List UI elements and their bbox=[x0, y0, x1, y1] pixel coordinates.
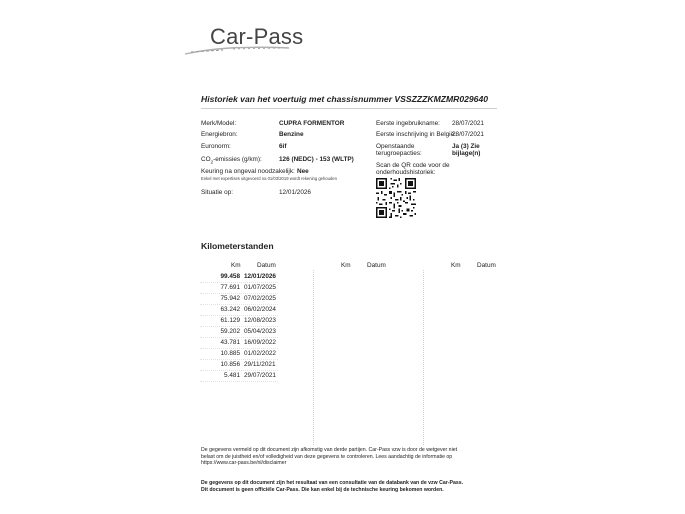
energiebron-label: Energiebron: bbox=[201, 131, 238, 138]
keuring-label: Keuring na ongeval noodzakelijk: bbox=[201, 168, 295, 175]
datum-col-header-2: Datum bbox=[367, 262, 386, 269]
km-value: 59.202 bbox=[220, 328, 240, 335]
disclaimer-line-2: belast om de juistheid en/of volledigheid van deze gegevens te controleren. Lees aandachtig de informatie op bbox=[201, 453, 453, 460]
km-col-header-1: Km bbox=[231, 262, 241, 269]
merk-model-label: Merk/Model: bbox=[201, 120, 237, 127]
column-divider bbox=[423, 270, 424, 445]
km-value: 10.856 bbox=[220, 361, 240, 368]
km-value: 63.242 bbox=[220, 306, 240, 313]
co2-label-prefix: CO bbox=[201, 156, 211, 163]
terugroep-label-line1: Openstaande bbox=[376, 143, 415, 150]
situatie-label: Situatie op: bbox=[201, 189, 233, 196]
row-separator bbox=[200, 337, 278, 338]
document-title: Historiek van het voertuig met chassisnummer VSSZZZKMZMR029640 bbox=[201, 94, 489, 104]
official-notice-line-1: De gegevens op dit document zijn het resultaat van een consultatie van de databank van de vzw Car-Pass. bbox=[201, 480, 464, 486]
situatie-value: 12/01/2026 bbox=[279, 189, 311, 196]
km-value: 43.781 bbox=[220, 339, 240, 346]
terugroep-label-line2: terugroepacties: bbox=[376, 150, 422, 157]
official-notice-block bbox=[201, 480, 501, 493]
kilometerstanden-title: Kilometerstanden bbox=[201, 241, 274, 251]
datum-value: 07/02/2025 bbox=[244, 295, 276, 302]
merk-model-value: CUPRA FORMENTOR bbox=[279, 120, 345, 127]
official-notice-line-2: Dit document is geen officiële Car-Pass. Die kan enkel bij de technische keuring bekomen worden. bbox=[201, 486, 444, 493]
column-divider bbox=[313, 270, 314, 445]
disclaimer-line-1: De gegevens vermeld op dit document zijn afkomstig van derde partijen. Car-Pass vzw is door de wetgever niet bbox=[201, 447, 458, 453]
logo-swoosh-icon bbox=[183, 40, 293, 56]
co2-label-suffix: -emissies (g/km): bbox=[213, 156, 262, 163]
km-value: 5.481 bbox=[224, 372, 240, 379]
datum-value: 01/02/2022 bbox=[244, 350, 276, 357]
row-separator bbox=[200, 370, 278, 371]
datum-value: 29/07/2021 bbox=[244, 372, 276, 379]
qr-label-line1: Scan de QR code voor de bbox=[376, 162, 450, 169]
datum-value: 12/08/2023 bbox=[244, 317, 276, 324]
datum-value: 01/07/2025 bbox=[244, 284, 276, 291]
row-separator bbox=[200, 348, 278, 349]
km-value: 99.458 bbox=[220, 273, 240, 280]
km-value: 61.129 bbox=[220, 317, 240, 324]
co2-label bbox=[201, 156, 262, 164]
km-value: 77.691 bbox=[220, 284, 240, 291]
co2-label-subscript: 2 bbox=[210, 159, 214, 165]
datum-value: 29/11/2021 bbox=[244, 361, 276, 368]
row-separator bbox=[200, 381, 278, 382]
keuring-value: Nee bbox=[297, 168, 309, 175]
datum-col-header-3: Datum bbox=[477, 262, 496, 269]
car-pass-logo: Car-Pass bbox=[210, 24, 304, 49]
km-col-header-3: Km bbox=[451, 262, 461, 269]
datum-value: 05/04/2023 bbox=[244, 328, 276, 335]
row-separator bbox=[200, 326, 278, 327]
disclaimer-block bbox=[201, 447, 501, 467]
eerste-inschrijving-value: 28/07/2021 bbox=[452, 131, 484, 138]
co2-value: 126 (NEDC) - 153 (WLTP) bbox=[279, 156, 354, 163]
eerste-ingebruikname-value: 28/07/2021 bbox=[452, 120, 484, 127]
km-value: 10.885 bbox=[220, 350, 240, 357]
keuring-note: Enkel met expertises uitgevoerd na 01/03/2019 wordt rekening gehouden bbox=[201, 176, 337, 181]
eerste-ingebruikname-label: Eerste ingebruikname: bbox=[376, 120, 440, 127]
datum-value: 16/09/2022 bbox=[244, 339, 276, 346]
row-separator bbox=[200, 304, 278, 305]
qr-code-icon[interactable] bbox=[376, 178, 416, 218]
terugroep-value-line1: Ja (3) Zie bbox=[452, 143, 480, 150]
km-value: 75.942 bbox=[220, 295, 240, 302]
datum-col-header-1: Datum bbox=[257, 262, 276, 269]
title-divider bbox=[201, 108, 497, 109]
datum-value: 06/02/2024 bbox=[244, 306, 276, 313]
euronorm-label: Euronorm: bbox=[201, 143, 231, 150]
datum-value: 12/01/2026 bbox=[244, 273, 276, 280]
row-separator bbox=[200, 282, 278, 283]
km-col-header-2: Km bbox=[341, 262, 351, 269]
energiebron-value: Benzine bbox=[279, 131, 304, 138]
disclaimer-link[interactable]: https://www.car-pass.be/nl/disclaimer bbox=[201, 460, 287, 466]
terugroep-value-line2: bijlage(n) bbox=[452, 150, 481, 157]
eerste-inschrijving-label: Eerste inschrijving in België: bbox=[376, 131, 456, 138]
row-separator bbox=[200, 315, 278, 316]
row-separator bbox=[200, 359, 278, 360]
qr-label-line2: onderhoudshistoriek: bbox=[376, 169, 436, 176]
euronorm-value: 6if bbox=[279, 143, 287, 150]
row-separator bbox=[200, 293, 278, 294]
